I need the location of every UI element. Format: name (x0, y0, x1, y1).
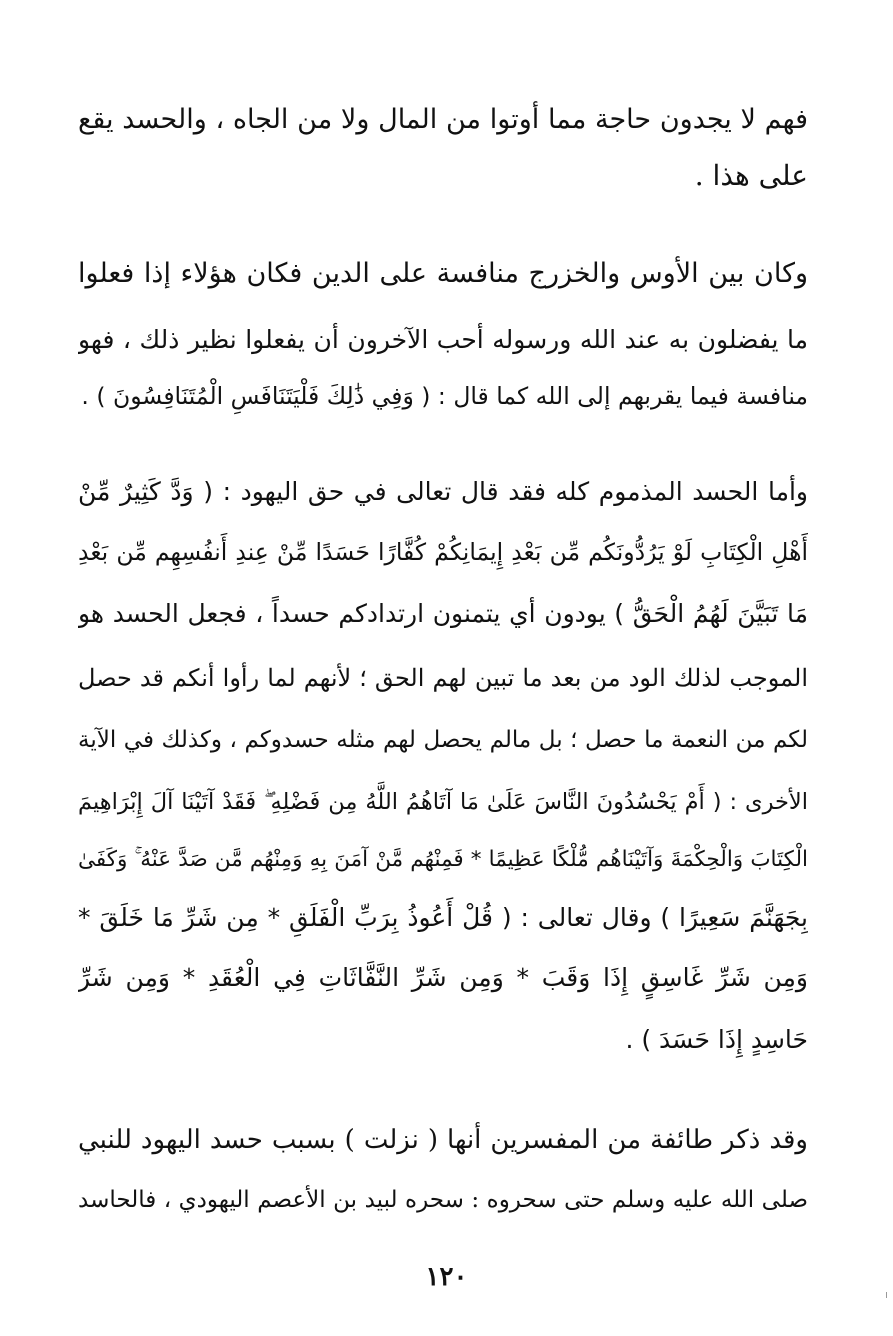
text-line-15: حَاسِدٍ إِذَا حَسَدَ ) . (625, 1025, 808, 1054)
text-line-13: بِجَهَنَّمَ سَعِيرًا ) وقال تعالى : ( قُلْ أَعُوذُ بِرَبِّ الْفَلَقِ * مِن شَرِّ مَا خَلَقَ * (78, 903, 808, 932)
text-line-12: الْكِتَابَ وَالْحِكْمَةَ وَآتَيْنَاهُم مُّلْكًا عَظِيمًا * فَمِنْهُم مَّنْ آمَنَ بِهِ وَمِنْهُم مَّن صَدَّ عَنْهُ ۚ وَكَفَىٰ (78, 847, 808, 872)
text-line-17: صلى الله عليه وسلم حتى سحروه : سحره لبيد بن الأعصم اليهودي ، فالحاسد (78, 1187, 808, 1213)
text-line-10: لكم من النعمة ما حصل ؛ بل مالم يحصل لهم مثله حسدوكم ، وكذلك في الآية (78, 727, 808, 753)
page-number: ١٢٠ (425, 1262, 468, 1292)
text-line-4: ما يفضلون به عند الله ورسوله أحب الآخرون أن يفعلوا نظير ذلك ، فهو (78, 325, 808, 354)
text-line-2: على هذا . (694, 159, 808, 192)
text-line-1: فهم لا يجدون حاجة مما أوتوا من المال ولا من الجاه ، والحسد يقع (78, 104, 808, 135)
text-line-3: وكان بين الأوس والخزرج منافسة على الدين فكان هؤلاء إذا فعلوا (78, 258, 808, 289)
text-line-16: وقد ذكر طائفة من المفسرين أنها ( نزلت ) بسبب حسد اليهود للنبي (78, 1125, 808, 1155)
text-line-8: مَا تَبَيَّنَ لَهُمُ الْحَقُّ ) يودون أي يتمنون ارتدادكم حسداً ، فجعل الحسد هو (78, 599, 808, 628)
text-line-9: الموجب لذلك الود من بعد ما تبين لهم الحق ؛ لأنهم لما رأوا أنكم قد حصل (78, 664, 808, 692)
scan-edge-mark (886, 1292, 887, 1298)
text-line-6: وأما الحسد المذموم كله فقد قال تعالى في حق اليهود : ( وَدَّ كَثِيرٌ مِّنْ (78, 477, 808, 506)
text-line-11: الأخرى : ( أَمْ يَحْسُدُونَ النَّاسَ عَلَىٰ مَا آتَاهُمُ اللَّهُ مِن فَضْلِهِ ۖ فَقَدْ آتَيْنَا آلَ إِبْرَاهِيمَ (78, 789, 808, 815)
text-line-5: منافسة فيما يقربهم إلى الله كما قال : ( وَفِي ذَٰلِكَ فَلْيَتَنَافَسِ الْمُتَنَافِسُونَ ) . (81, 382, 808, 410)
text-line-7: أَهْلِ الْكِتَابِ لَوْ يَرُدُّونَكُم مِّن بَعْدِ إِيمَانِكُمْ كُفَّارًا حَسَدًا مِّنْ عِندِ أَنفُسِهِم مِّن بَعْدِ (78, 538, 808, 566)
text-line-14: وَمِن شَرِّ غَاسِقٍ إِذَا وَقَبَ * وَمِن شَرِّ النَّفَّاثَاتِ فِي الْعُقَدِ * وَمِن شَرِّ (78, 963, 808, 992)
